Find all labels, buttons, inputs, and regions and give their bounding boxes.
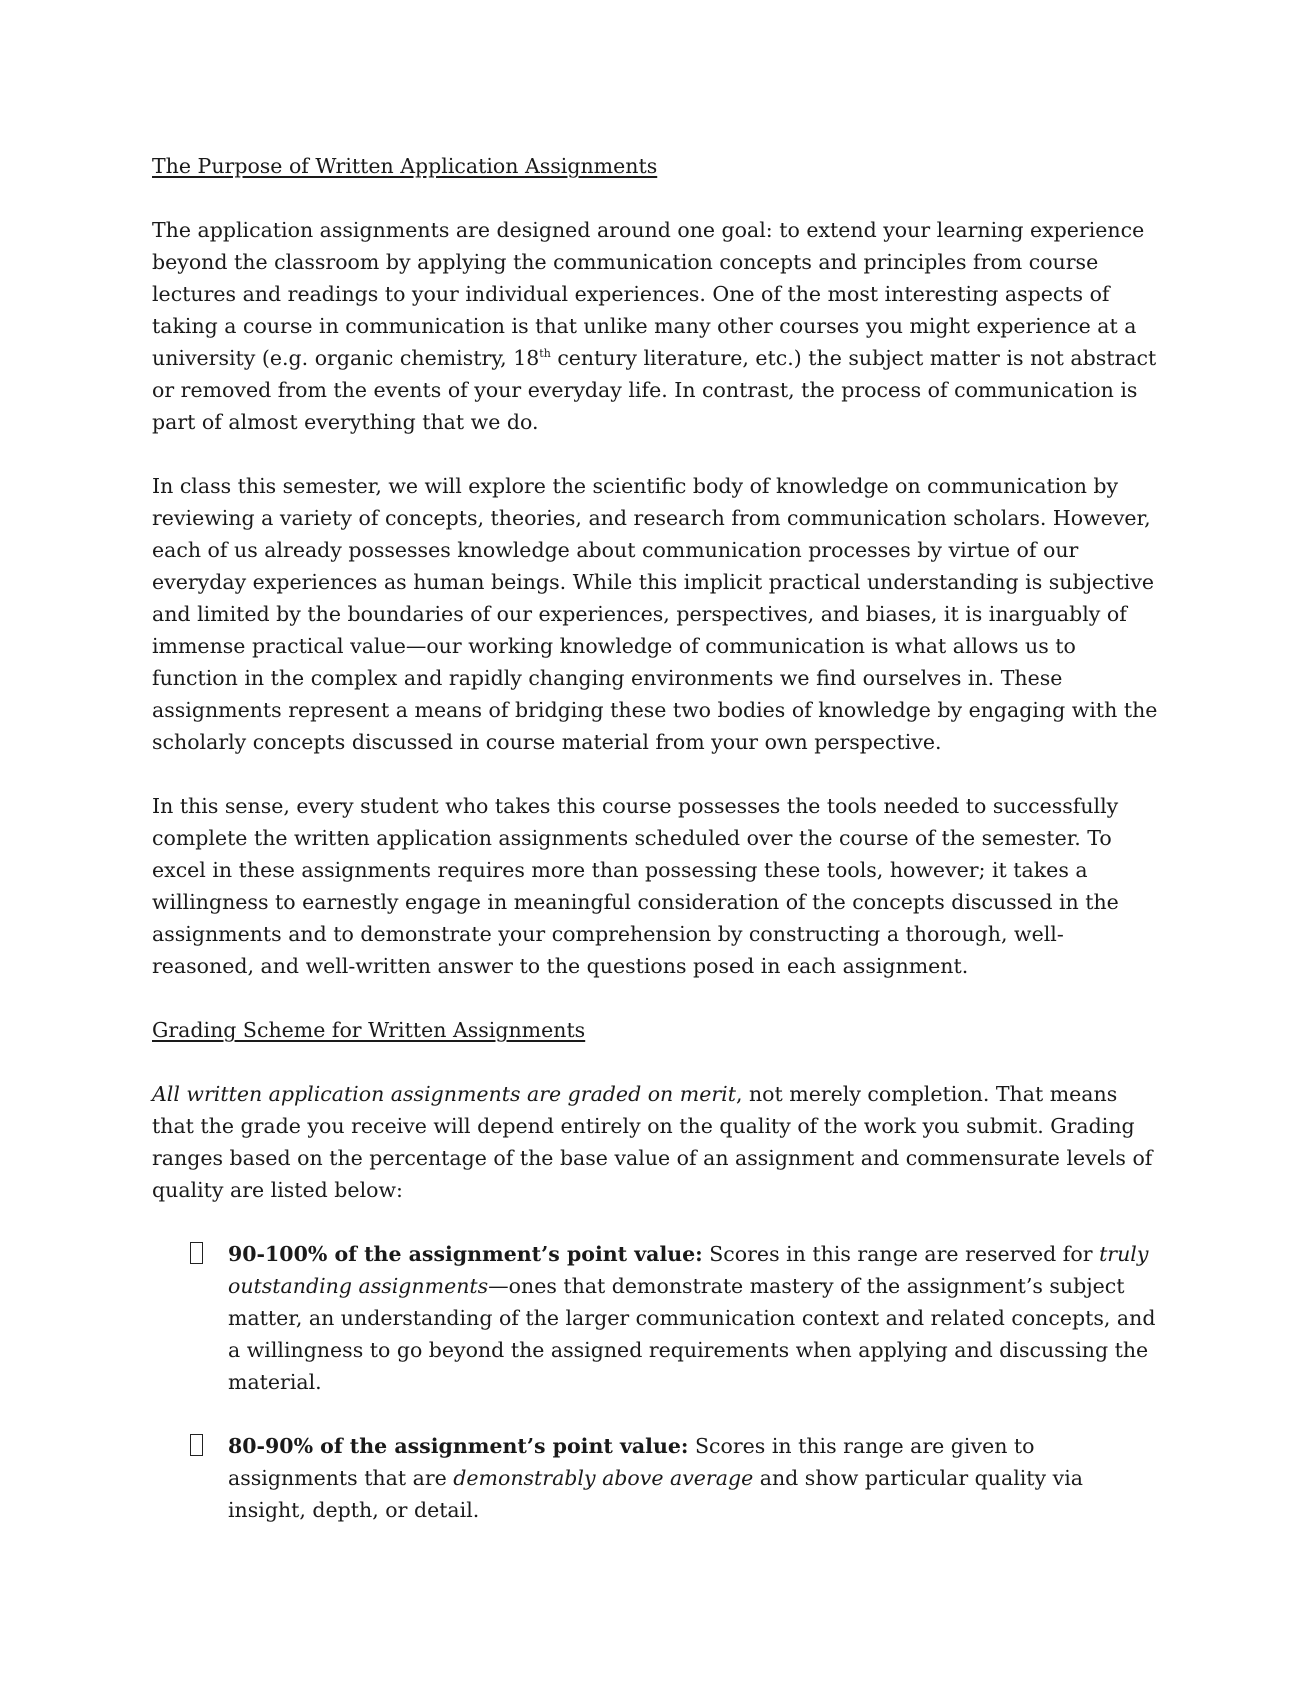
paragraph-purpose-2: In class this semester, we will explore the scientific body of knowledge on communication by reviewing a variety of concepts, theories, and research from communication scholars. However, each of us already possesses knowledge about communication processes by virtue of our everyday experiences as human beings. While this implicit practical understanding is subjective and limited by the boundaries of our experiences, perspectives, and biases, it is inarguably of immense practical value—our working knowledge of communication is what allows us to function in the complex and rapidly changing environments we find ourselves in. These assignments represent a means of bridging these two bodies of knowledge by engaging with the scholarly concepts discussed in course material from your own perspective. (152, 474, 1158, 754)
paragraph-purpose-3: In this sense, every student who takes this course possesses the tools needed to successfully complete the written application assignments scheduled over the course of the semester. To excel in these assignments requires more than possessing these tools, however; it takes a willingness to earnestly engage in meaningful consideration of the concepts discussed in the assignments and to demonstrate your comprehension by constructing a thorough, well-reasoned, and well-written answer to the questions posed in each assignment. (152, 794, 1119, 978)
grading-bullet-90-100: 90-100% of the assignment’s point value: Scores in this range are reserved for truly outstanding assignments—ones that demonstrate mastery of the assignment’s subject matter, an understanding of the larger communication context and related concepts, and a willingness to go beyond the assigned requirements when applying and discussing the material. (152, 1238, 1162, 1398)
paragraph-purpose-1: The application assignments are designed around one goal: to extend your learning experience beyond the classroom by applying the communication concepts and principles from course lectures and readings to your individual experiences. One of the most interesting aspects of taking a course in communication is that unlike many other courses you might experience at a university (e.g. organic chemistry, 18th century literature, etc.) the subject matter is not abstract or removed from the events of your everyday life. In contrast, the process of communication is part of almost everything that we do. (152, 218, 1157, 434)
document-content (152, 150, 1162, 1526)
section-heading-purpose: The Purpose of Written Application Assignments (152, 154, 658, 178)
bullet-box-icon (190, 1434, 203, 1456)
grading-bullet-80-90: 80-90% of the assignment’s point value: Scores in this range are given to assignments that are demonstrably above average and show particular quality via insight, depth, or detail. (152, 1430, 1162, 1526)
paragraph-grading-intro: All written application assignments are graded on merit, not merely completion. That means that the grade you receive will depend entirely on the quality of the work you submit. Grading ranges based on the percentage of the base value of an assignment and commensurate levels of quality are listed below: (152, 1082, 1153, 1202)
bullet-box-icon (190, 1242, 203, 1264)
section-heading-grading: Grading Scheme for Written Assignments (152, 1018, 586, 1042)
